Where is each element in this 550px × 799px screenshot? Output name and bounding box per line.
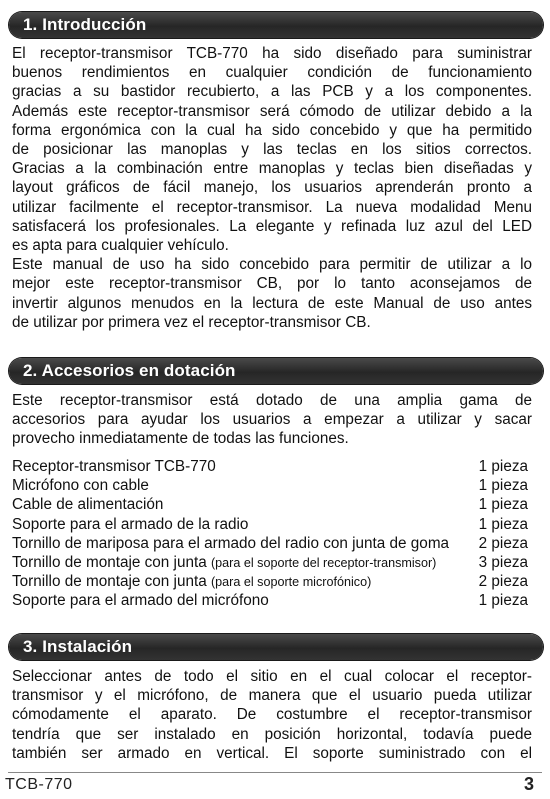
accessory-name: Receptor-transmisor TCB-770 — [12, 458, 216, 475]
page-number: 3 — [523, 774, 534, 794]
text-line: tendría que ser instalado en posición horizontal, todavía puede — [12, 725, 532, 743]
accessory-quantity: 1 pieza — [478, 515, 528, 533]
list-item — [12, 515, 528, 534]
section-1-title: 1. Introducción — [23, 15, 147, 34]
list-item — [12, 534, 528, 553]
text-line: utilizar facilmente el receptor-transmisor. La nueva modalidad Menu — [12, 198, 532, 216]
list-item — [12, 476, 528, 495]
list-item — [12, 591, 528, 610]
section-2-body — [12, 391, 532, 449]
text-line: forma ergonómica con la cual ha sido concebido y que ha permitido — [12, 121, 532, 139]
text-line: Gracias a la combinación entre manoplas y teclas bien diseñadas y — [12, 160, 532, 178]
text-line: invertir algunos menudos en la lectura de este Manual de uso antes — [12, 294, 532, 312]
accessory-quantity: 1 pieza — [478, 496, 528, 514]
text-line: El receptor-transmisor TCB-770 ha sido diseñado para suministrar — [12, 45, 532, 62]
accessory-quantity: 3 pieza — [478, 553, 528, 571]
accessory-quantity: 1 pieza — [478, 458, 528, 475]
list-item — [12, 572, 528, 591]
accessory-quantity: 1 pieza — [478, 477, 528, 495]
text-line: Este receptor-transmisor está dotado de una amplia gama de — [12, 392, 532, 409]
accessory-note: (para el soporte del receptor-transmisor) — [210, 555, 437, 570]
section-1-body — [12, 44, 532, 332]
text-line: es apta para cualquier vehículo. — [12, 237, 229, 255]
footer-model: TCB-770 — [5, 776, 73, 793]
section-2-title: 2. Accesorios en dotación — [23, 361, 236, 380]
accessory-name: Tornillo de mariposa para el armado del radio con junta de goma — [12, 534, 450, 552]
text-line: Además este receptor-transmisor será cómodo de utilizar debido a la — [12, 102, 532, 120]
accessory-name: Tornillo de montaje con junta — [12, 573, 207, 591]
text-line: de utilizar por primera vez el receptor-transmisor CB. — [12, 313, 371, 331]
list-item — [12, 457, 528, 476]
text-line: gracias a su bastidor recubierto, a las PCB y a los componentes. — [12, 83, 532, 101]
section-3-title: 3. Instalación — [23, 637, 133, 656]
text-line: de posicionar las manoplas y las teclas en los sitios correctos. — [12, 141, 532, 159]
text-line: satisfacerá los profesionales. La elegante y refinada luz azul del LED — [12, 217, 532, 235]
accessory-name: Micrófono con cable — [12, 477, 149, 495]
text-line: transmisor y el micrófono, de manera que el usuario pueda utilizar — [12, 687, 532, 705]
text-line: buenos rendimientos en cualquier condición de funcionamiento — [12, 64, 532, 82]
footer-divider — [8, 772, 542, 773]
list-item — [12, 495, 528, 514]
section-3-body — [12, 667, 532, 763]
accessories-list — [12, 457, 528, 611]
accessory-name: Soporte para el armado de la radio — [12, 515, 249, 533]
text-line: Seleccionar antes de todo el sitio en el cual colocar el receptor- — [12, 668, 532, 685]
text-line: provecho inmediatamente de todas las funciones. — [12, 430, 349, 448]
accessory-name: Cable de alimentación — [12, 496, 164, 514]
text-line: Este manual de uso ha sido concebido para permitir de utilizar a lo — [12, 256, 532, 274]
accessory-quantity: 1 pieza — [478, 592, 528, 610]
accessory-name: Soporte para el armado del micrófono — [12, 592, 269, 610]
section-2-header — [9, 358, 543, 384]
text-line: layout gráficos de fácil manejo, los usuarios aprenderán pronto a — [12, 179, 532, 197]
accessory-note: (para el soporte microfónico) — [210, 575, 372, 590]
text-line: cómodamente el aparato. De costumbre el receptor-transmisor — [12, 706, 532, 724]
accessory-quantity: 2 pieza — [478, 534, 528, 552]
text-line: accesorios para ayudar los usuarios a empezar a utilizar y sacar — [12, 411, 532, 429]
section-3-header — [9, 634, 543, 660]
accessory-quantity: 2 pieza — [478, 573, 528, 591]
section-1-header — [9, 12, 543, 38]
list-item — [12, 553, 528, 572]
text-line: mejor este receptor-transmisor CB, por lo tanto aconsejamos de — [12, 275, 532, 293]
accessory-name: Tornillo de montaje con junta — [12, 553, 207, 571]
text-line: también ser armado en vertical. El soporte suministrado con el — [12, 744, 532, 762]
